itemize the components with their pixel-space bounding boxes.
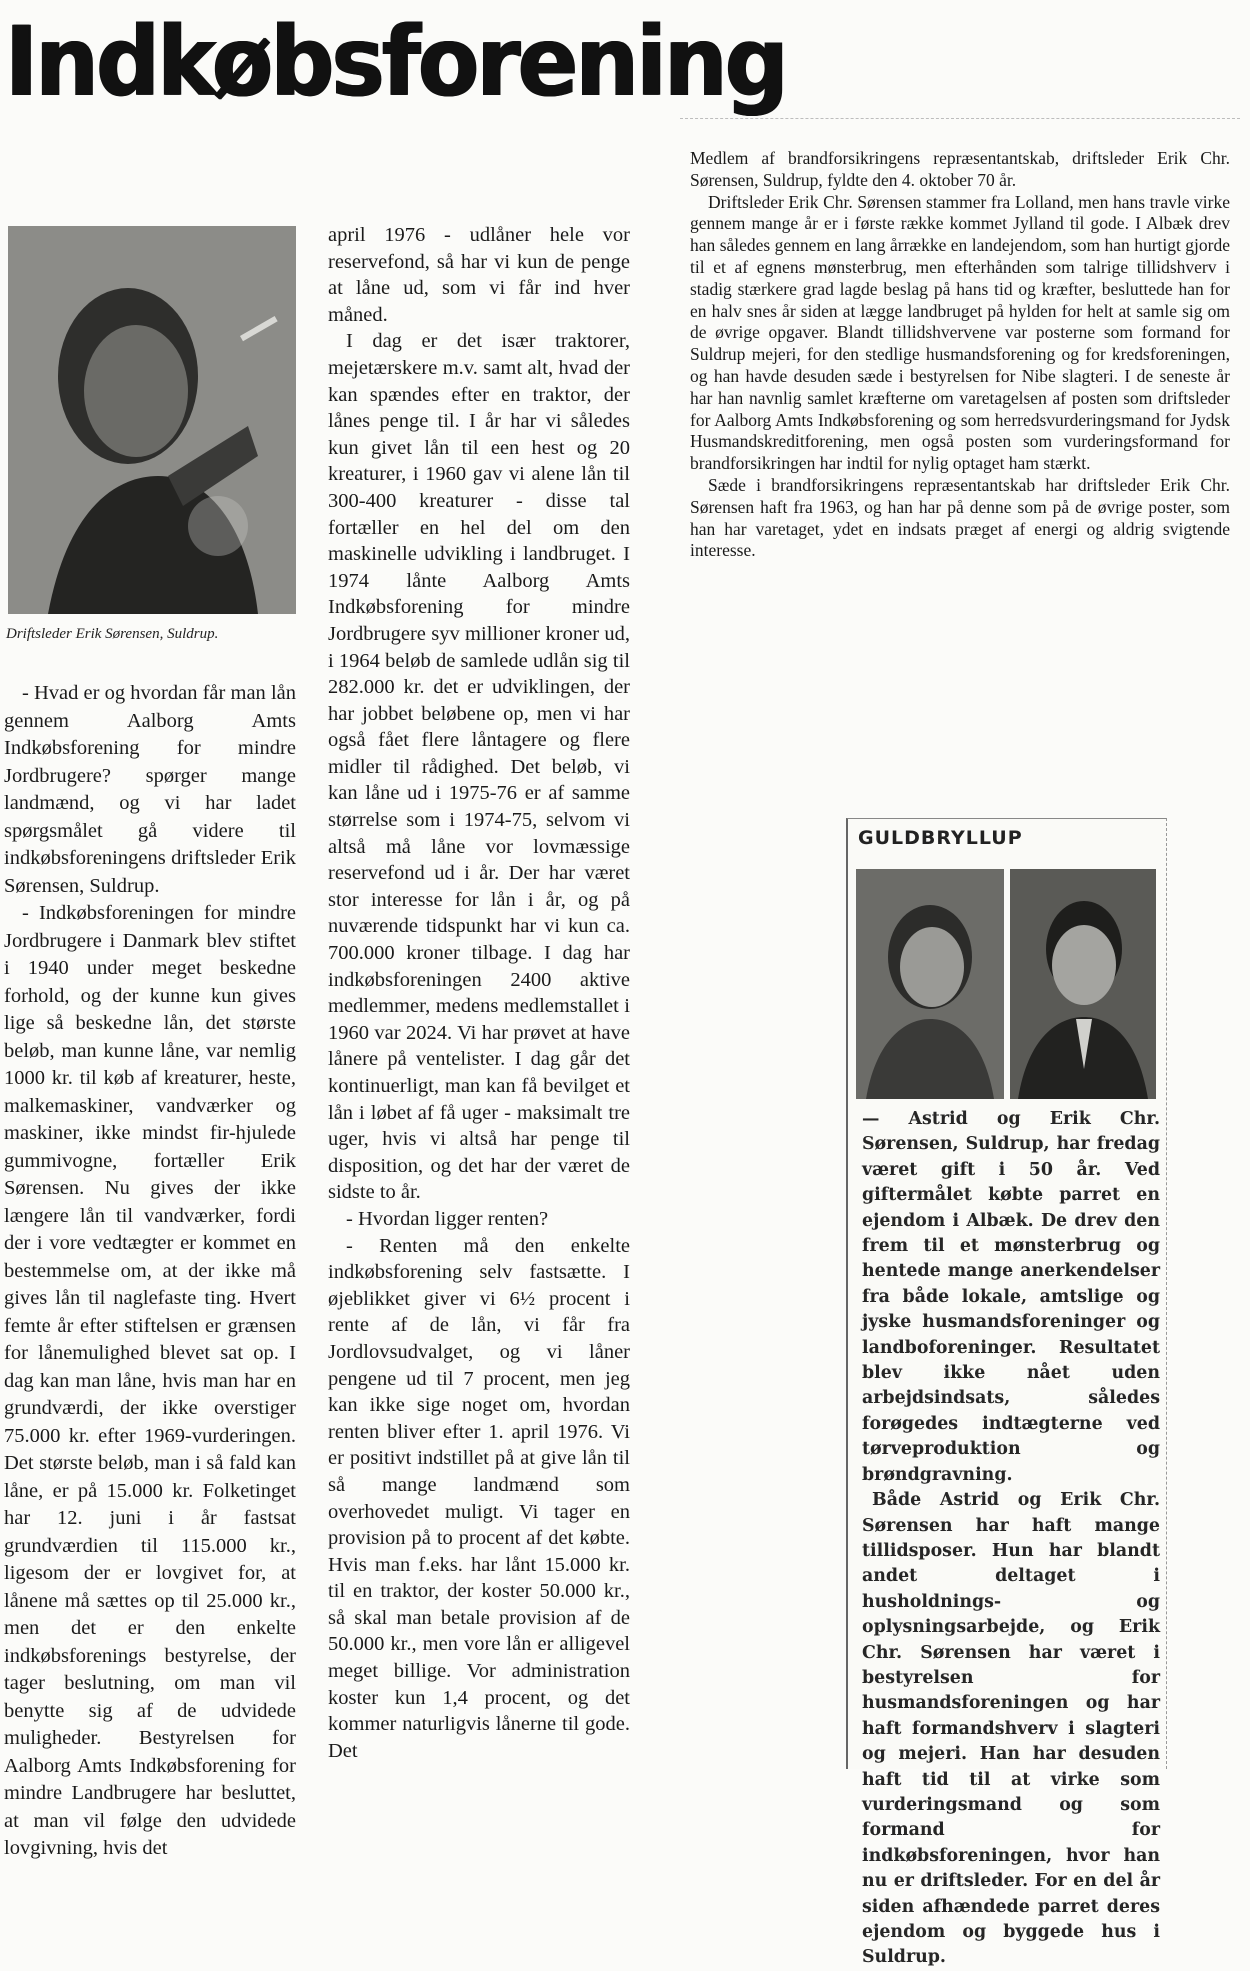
couple-photo-husband [1010, 869, 1156, 1099]
article-column-2 [328, 222, 630, 1764]
column-rule [680, 118, 1240, 119]
couple-photo-wife [856, 869, 1004, 1099]
paragraph: - Hvordan ligger renten? [346, 1207, 549, 1230]
paragraph: - Indkøbsforeningen for mindre Jordbrugere i Danmark blev stiftet i 1940 under meget beskedne forhold, og der kunne kun gives lige så beskedne lån, det største beløb, man kunne låne, var nemlig 1000 kr. til køb af kreaturer, heste, malkemaskiner, vandværker og maskiner, ikke mindst fir-hjulede gummivogne, fortæller Erik Sørensen. Nu gives der ikke længere lån til vandværker, fordi der i vore vedtægter er kommet en bestemmelse om, at der ikke må gives lån til naglefaste ting. Hvert femte år efter stiftelsen er grænsen for lånemulighed blevet sat op. I dag kan man låne, hvis man har en grundværdi, der ikke overstiger 75.000 kr. efter 1969-vurderingen. Det største beløb, man i så fald kan låne, er på 15.000 kr. Folketinget har 12. juni i år fastsat grundværdien til 115.000 kr., ligesom der er lovgivet for, at lånene må sættes op til 25.000 kr., men det er den enkelte indkøbsforenings bestyrelse, der tager beslutning, om man vil benytte sig af de udvidede muligheder. Bestyrelsen for Aalborg Amts Indkøbsforening for mindre Landbrugere har besluttet, at man vil følge den udvidede lovgivning, hvis det [4, 902, 296, 1859]
husband-portrait-illustration [1010, 869, 1156, 1099]
headline: Indkøbsforening [4, 6, 786, 118]
paragraph: - Renten må den enkelte indkøbsforening selv fastsætte. I øjeblikket giver vi 6½ procent i rente af de lån, vi får fra Jordlovsudvalget, og vi låner pengene ud til 7 procent, men jeg kan ikke sige noget om, hvordan renten bliver efter 1. april 1976. Vi er positivt indstillet på at give lån til så mange landmænd som overhovedet muligt. Vi tager en provision på to procent af det købte. Hvis man f.eks. har lånt 15.000 kr. til en traktor, der koster 50.000 kr., så skal man betale provision af de 50.000 kr., men vore lån er alligevel meget billige. Vor administration koster kun 1,4 procent, og det kommer naturligvis lånerne til gode. Det [328, 1234, 630, 1762]
paragraph: Sæde i brandforsikringens repræsentantskab har driftsleder Erik Chr. Sørensen haft fra 1963, og han har på denne som på de øvrige poster, som han har varetaget, ydet en indsats præget af energi og aldrig svigtende interesse. [690, 474, 1230, 561]
portrait-illustration [8, 226, 296, 614]
paragraph: april 1976 - udlåner hele vor reservefond, så har vi kun de penge at låne ud, som vi får ind hver måned. [328, 224, 630, 326]
portrait-photo [8, 226, 296, 614]
article-column-1 [4, 680, 296, 1863]
paragraph: Medlem af brandforsikringens repræsentantskab, driftsleder Erik Chr. Sørensen, Suldrup, fyldte den 4. oktober 70 år. [690, 148, 1230, 190]
photo-caption: Driftsleder Erik Sørensen, Suldrup. [6, 626, 219, 642]
anniversary-clipping [846, 818, 1167, 1968]
paragraph: Driftsleder Erik Chr. Sørensen stammer fra Lolland, men hans travle virke gennem mange år er i første række kommet Jylland til gode. I Albæk drev han således gennem en lang årrække en landejendom, som han hurtigt gjorde til et af egnens mønsterbrug, men efterhånden som talrige tillidshverv i stadig stærkere grad lagde beslag på hans tid og kræfter, besluttede han for en halv snes år siden at lægge landbruget på hylden for helt at samle sig om de øvrige opgaver. Blandt tillidshvervene var posterne som formand for Suldrup mejeri, for den stedlige husmandsforening og for kredsforeningen, og han havde desuden sæde i bestyrelsen for Nibe slagteri. I de seneste år har han navnlig samlet kræfterne om varetagelsen af posten som driftsleder for Aalborg Amts Indkøbsforening og som herredsvurderingsmand for Jydsk Husmandskreditforening, men også posten som vurderingsformand for brandforsikringen har indtil for nylig optaget ham stærkt. [690, 191, 1230, 474]
wife-portrait-illustration [856, 869, 1004, 1099]
paragraph: — Astrid og Erik Chr. Sørensen, Suldrup, har fredag været gift i 50 år. Ved giftermålet købte parret en ejendom i Albæk. De drev den frem til et mønsterbrug og hentede mange anerkendelser fra både lokale, amtslige og jyske husmandsforeninger og landboforeninger. Resultatet blev ikke nået uden arbejdsindsats, således forøgedes indtægterne ved tørveproduktion og brøndgravning. [862, 1109, 1160, 1485]
paragraph: - Hvad er og hvordan får man lån gennem Aalborg Amts Indkøbsforening for mindre Jordbrugere? spørger mange landmænd, og vi har ladet spørgsmålet gå videre til indkøbsforeningens driftsleder Erik Sørensen, Suldrup. [4, 682, 296, 897]
paragraph: I dag er det især traktorer, mejetærskere m.v. samt alt, hvad der kan spændes efter en traktor, der lånes penge til. I år har vi således kun givet lån til een hest og 20 kreaturer, i 1960 gav vi alene lån til 300-400 kreaturer - disse tal fortæller en hel del om den maskinelle udvikling i landbruget. I 1974 lånte Aalborg Amts Indkøbsforening for mindre Jordbrugere syv millioner kroner ud, i 1964 beløb de samlede udlån sig til 282.000 kr. det er udviklingen, der har jobbet beløbene op, men vi har også fået flere låntagere og flere midler til rådighed. Det beløb, vi kan låne ud i 1975-76 er af samme størrelse som i 1974-75, selvom vi altså må låne vor lovmæssige reservefond ud i år. Der har været stor interesse for lån i år, og på nuværende tidspunkt har vi kun ca. 700.000 kroner tilbage. I dag har indkøbsforeningen 2400 aktive medlemmer, medens medlemstallet i 1960 var 2024. Vi har prøvet at have lånere på ventelister. I dag går det kontinuerligt, man kan få bevilget et lån i løbet af få uger - maksimalt tre uger, hvis vi altså har penge til disposition, og det har der været de sidste to år. [328, 330, 630, 1204]
paragraph: Både Astrid og Erik Chr. Sørensen har haft mange tillidsposer. Hun har blandt andet deltaget i husholdnings- og oplysningsarbejde, og Erik Chr. Sørensen har været i bestyrelsen for husmandsforeningen og har haft formandshverv i slagteri og mejeri. Han har desuden haft tid til at virke som vurderingsmand og som formand for indkøbsforeningen, hvor han nu er driftsleder. For en del år siden afhændede parret deres ejendom og byggede hus i Suldrup. [862, 1490, 1160, 1968]
clipping-text [862, 1107, 1160, 1971]
birthday-notice [690, 148, 1230, 562]
clipping-heading: GULDBRYLLUP [858, 827, 1023, 849]
